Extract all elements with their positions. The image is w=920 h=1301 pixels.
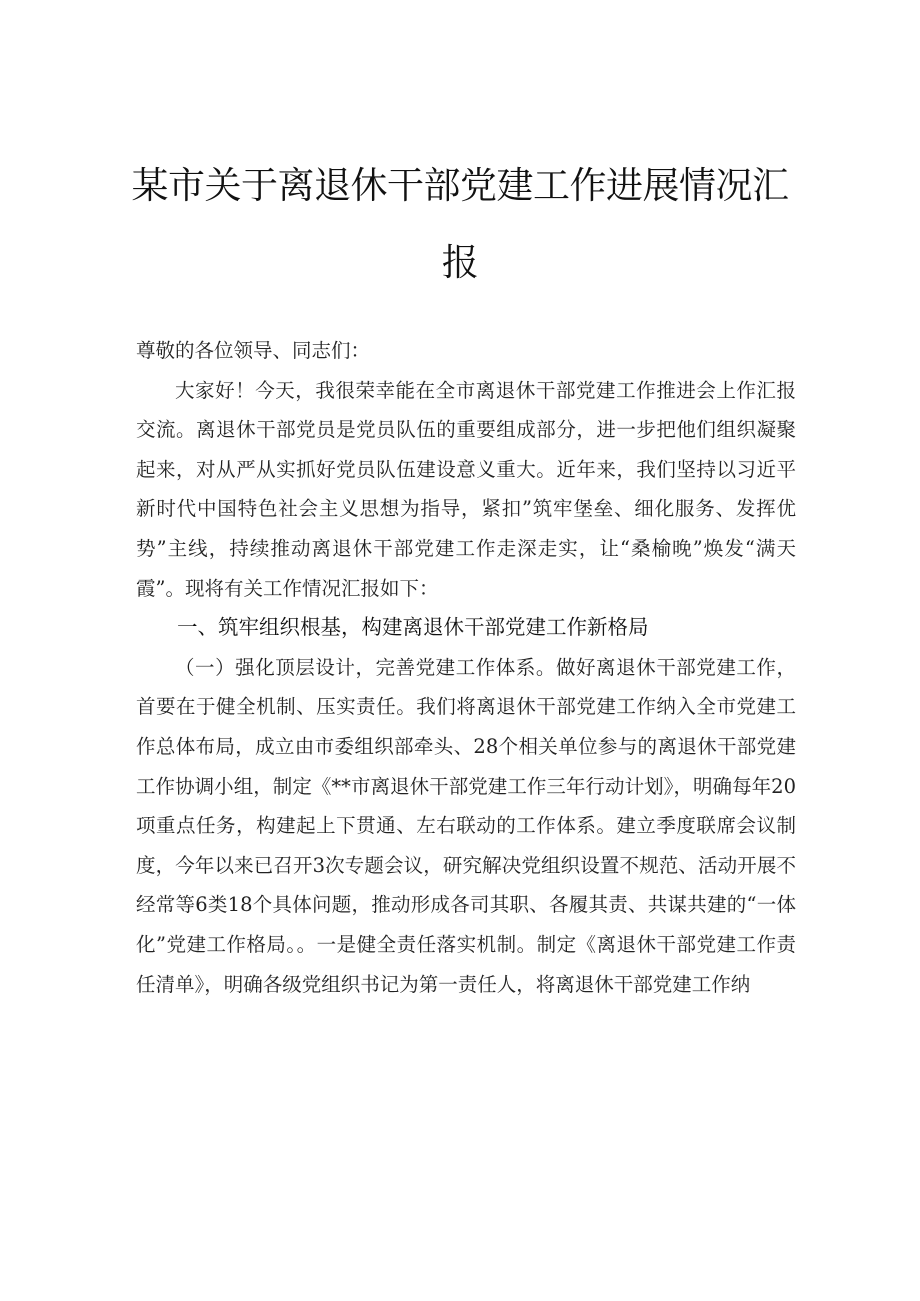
section-heading-1: 一、筑牢组织根基，构建离退休干部党建工作新格局 [177, 615, 649, 640]
document-body [136, 331, 796, 1004]
intro-paragraph: 大家好！今天，我很荣幸能在全市离退休干部党建工作推进会上作汇报交流。离退休干部党员是党员队伍的重要组成部分，进一步把他们组织凝聚起来，对从严从实抓好党员队伍建设意义重大。近年来，我们坚持以习近平新时代中国特色社会主义思想为指导，紧扣”筑牢堡垒、细化服务、发挥优势”主线，持续推动离退休干部党建工作走深走实，让“桑榆晚”焕发“满天霞”。现将有关工作情况汇报如下： [136, 378, 796, 600]
title-line-2: 报 [441, 241, 479, 284]
salutation: 尊敬的各位领导、同志们： [136, 339, 371, 362]
title-line-1: 某市关于离退休干部党建工作进展情况汇 [131, 164, 789, 207]
document-title [120, 147, 800, 301]
section-1-paragraph: （一）强化顶层设计，完善党建工作体系。做好离退休干部党建工作，首要在于健全机制、压实责任。我们将离退休干部党建工作纳入全市党建工作总体布局，成立由市委组织部牵头、28个相关单位参与的离退休干部党建工作协调小组，制定《**市离退休干部党建工作三年行动计划》，明确每年20项重点任务，构建起上下贯通、左右联动的工作体系。建立季度联席会议制度，今年以来已召开3次专题会议，研究解决党组织设置不规范、活动开展不经常等6类18个具体问题，推动形成各司其职、各履其责、共谋共建的“一体化”党建工作格局。。一是健全责任落实机制。制定《离退休干部党建工作责任清单》，明确各级党组织书记为第一责任人，将离退休干部党建工作纳 [136, 655, 796, 996]
